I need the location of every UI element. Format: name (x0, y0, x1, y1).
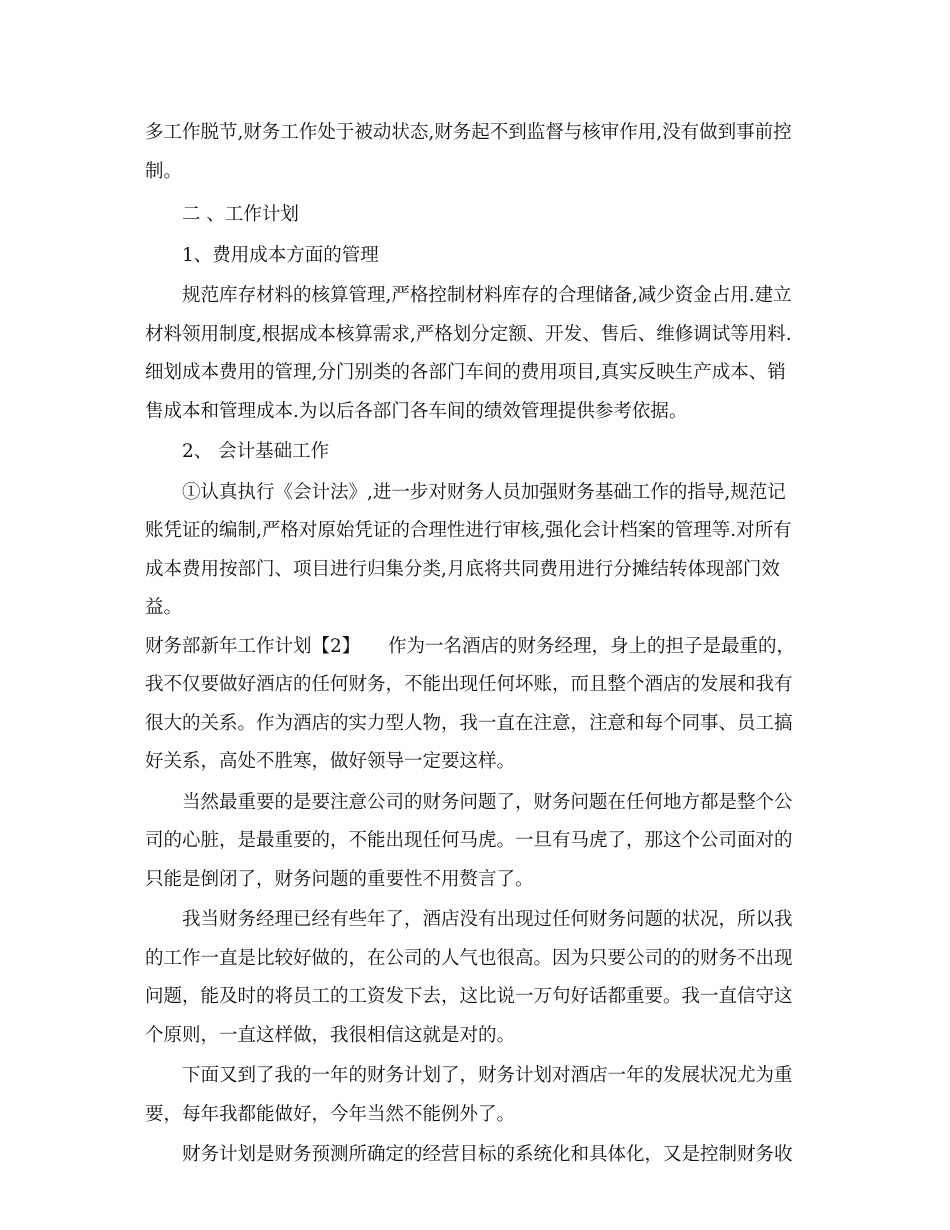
text-line: 规范库存材料的核算管理,严格控制材料库存的合理储备,减少资金占用.建立 (182, 285, 792, 306)
text-line: ①认真执行《会计法》,进一步对财务人员加强财务基础工作的指导,规范记 (182, 481, 786, 503)
text-line: 细划成本费用的管理,分门别类的各部门车间的费用项目,真实反映生产成本、销 (145, 362, 786, 383)
text-line: 下面又到了我的一年的财务计划了，财务计划对酒店一年的发展状况尤为重 (182, 1065, 793, 1086)
section-heading: 二 、工作计划 (182, 204, 299, 225)
text-line: 司的心脏，是最重要的，不能出现任何马虎。一旦有马虎了，那这个公司面对的 (145, 830, 793, 851)
text-line: 个原则，一直这样做，我很相信这就是对的。 (145, 1024, 516, 1046)
text-line: 材料领用制度,根据成本核算需求,严格划分定额、开发、售后、维修调试等用料. (145, 323, 792, 345)
text-line: 账凭证的编制,严格对原始凭证的合理性进行审核,强化会计档案的管理等.对所有 (145, 520, 792, 541)
text-line: 制。 (145, 160, 183, 182)
text-line: 售成本和管理成本.为以后各部门各车间的绩效管理提供参考依据。 (145, 400, 688, 422)
text-line: 益。 (145, 597, 183, 618)
subsection-heading: 1、费用成本方面的管理 (182, 244, 379, 266)
text-line: 多工作脱节,财务工作处于被动状态,财务起不到监督与核审作用,没有做到事前控 (145, 122, 792, 143)
subsection-heading: 2、 会计基础工作 (182, 441, 330, 462)
text-line: 财务部新年工作计划【2】 作为一名酒店的财务经理，身上的担子是最重的， (145, 635, 796, 657)
text-line: 问题，能及时的将员工的工资发下去，这比说一万句好话都重要。我一直信守这 (145, 986, 793, 1007)
text-line: 我不仅要做好酒店的任何财务，不能出现任何坏账，而且整个酒店的发展和我有 (145, 674, 793, 695)
text-line: 我当财务经理已经有些年了，酒店没有出现过任何财务问题的状况，所以我 (182, 909, 793, 930)
text-line: 好关系，高处不胜寒，做好领导一定要这样。 (145, 751, 516, 772)
document-body (145, 114, 815, 1175)
text-line: 很大的关系。作为酒店的实力型人物，我一直在注意，注意和每个同事、员工搞 (145, 712, 793, 734)
text-line: 财务计划是财务预测所确定的经营目标的系统化和具体化，又是控制财务收 (182, 1144, 793, 1165)
text-line: 的工作一直是比较好做的，在公司的人气也很高。因为只要公司的的财务不出现 (145, 947, 793, 969)
text-line: 当然最重要的是要注意公司的财务问题了，财务问题在任何地方都是整个公 (182, 791, 793, 813)
text-line: 只能是倒闭了，财务问题的重要性不用赘言了。 (145, 868, 534, 890)
text-line: 要，每年我都能做好，今年当然不能例外了。 (145, 1103, 516, 1125)
text-line: 成本费用按部门、项目进行归集分类,月底将共同费用进行分摊结转体现部门效 (145, 558, 780, 580)
